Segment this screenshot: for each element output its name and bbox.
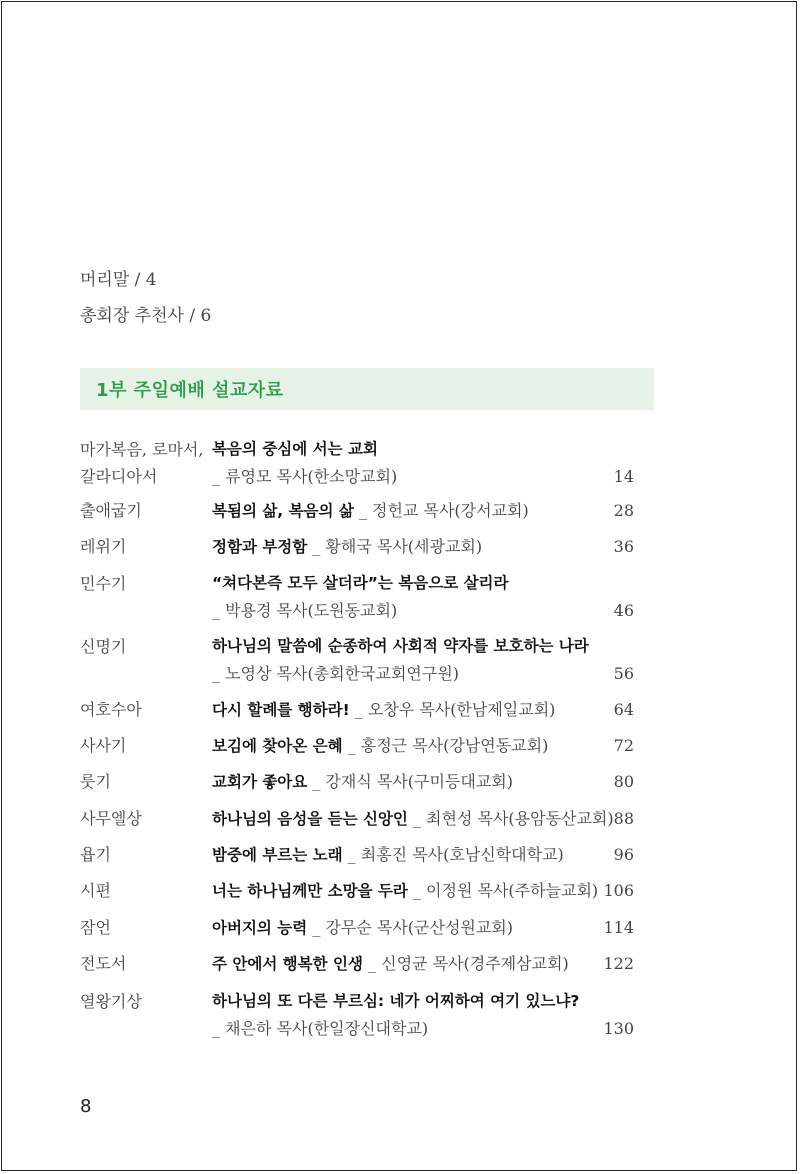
- sermon-title: 아버지의 능력: [212, 919, 308, 937]
- page-number: 28: [613, 501, 634, 520]
- page-folio: 8: [80, 1096, 92, 1117]
- sermon-title: 교회가 좋아요: [212, 773, 308, 791]
- toc-entry[interactable]: [0, 988, 800, 1048]
- sermon-author: _ 홍정근 목사(강남연동교회): [342, 736, 549, 755]
- sermon-title: 하나님의 또 다른 부르심: 네가 어찌하여 여기 있느냐?: [212, 992, 580, 1010]
- toc-entry[interactable]: [0, 570, 800, 630]
- sermon-author: _ 최홍진 목사(호남신학대학교): [342, 845, 564, 864]
- sermon-author: _ 이정원 목사(주하늘교회): [407, 881, 599, 900]
- sermon-title: 복음의 중심에 서는 교회: [212, 440, 378, 458]
- sermon-title: 하나님의 음성을 듣는 신앙인: [212, 810, 408, 828]
- page-number: 80: [613, 772, 634, 791]
- book-name: 룻기: [80, 772, 111, 791]
- page-number: 114: [603, 918, 634, 937]
- page-number: 64: [613, 700, 634, 719]
- book-name: 마가복음, 로마서, 갈라디아서: [80, 440, 204, 486]
- sermon-title: 정함과 부정함: [212, 538, 308, 556]
- book-name: 사사기: [80, 736, 127, 755]
- sermon-author: _ 정헌교 목사(강서교회): [353, 501, 529, 520]
- page-number: 46: [613, 601, 634, 620]
- sermon-author: _ 강무순 목사(군산성원교회): [307, 918, 514, 937]
- sermon-title: 복됨의 삶, 복음의 삶: [212, 502, 354, 520]
- sermon-author: _ 최현성 목사(용암동산교회): [407, 809, 614, 828]
- sermon-author: _ 황해국 목사(세광교회): [307, 537, 483, 556]
- book-name: 신명기: [80, 637, 127, 656]
- sermon-title: 다시 할례를 행하라!: [212, 701, 350, 719]
- sermon-title: 보김에 찾아온 은혜: [212, 737, 343, 755]
- page-number: 56: [613, 664, 634, 683]
- page-number: 130: [603, 1019, 634, 1038]
- sermon-title: 밤중에 부르는 노래: [212, 846, 343, 864]
- sermon-author: _ 강재식 목사(구미등대교회): [307, 772, 514, 791]
- sermon-title: “쳐다본즉 모두 살더라”는 복음으로 살리라: [212, 574, 509, 592]
- section-banner: [80, 368, 654, 410]
- sermon-author: _ 노영상 목사(총회한국교회연구원): [212, 664, 460, 683]
- page-number: 106: [603, 881, 634, 900]
- book-name: 시편: [80, 881, 111, 900]
- sermon-author: _ 박용경 목사(도원동교회): [212, 601, 398, 620]
- sermon-author: _ 채은하 목사(한일장신대학교): [212, 1019, 429, 1038]
- sermon-author: _ 오창우 목사(한남제일교회): [349, 700, 556, 719]
- page-number: 36: [613, 537, 634, 556]
- book-name: 사무엘상: [80, 809, 142, 828]
- book-name: 출애굽기: [80, 501, 142, 520]
- page-number: 14: [613, 467, 634, 486]
- book-name: 전도서: [80, 954, 127, 973]
- toc-entry[interactable]: [0, 633, 800, 693]
- page-number: 88: [613, 809, 634, 828]
- toc-preface[interactable]: 머리말 / 4: [80, 270, 157, 290]
- book-name: 잠언: [80, 918, 111, 937]
- sermon-title: 너는 하나님께만 소망을 두라: [212, 882, 408, 900]
- page-number: 96: [613, 845, 634, 864]
- book-name: 욥기: [80, 845, 111, 864]
- sermon-title: 하나님의 말씀에 순종하여 사회적 약자를 보호하는 나라: [212, 637, 589, 655]
- sermon-title: 주 안에서 행복한 인생: [212, 955, 363, 973]
- book-name: 민수기: [80, 574, 127, 593]
- book-name: 열왕기상: [80, 992, 142, 1011]
- sermon-author: _ 류영모 목사(한소망교회): [212, 467, 398, 486]
- page-number: 122: [603, 954, 634, 973]
- sermon-author: _ 신영균 목사(경주제삼교회): [362, 954, 569, 973]
- page-number: 72: [613, 736, 634, 755]
- section-title: 1부 주일예배 설교자료: [96, 380, 284, 401]
- toc-entry[interactable]: [0, 436, 800, 496]
- toc-recommendation[interactable]: 총회장 추천사 / 6: [80, 306, 212, 326]
- book-name: 여호수아: [80, 700, 142, 719]
- book-name: 레위기: [80, 537, 127, 556]
